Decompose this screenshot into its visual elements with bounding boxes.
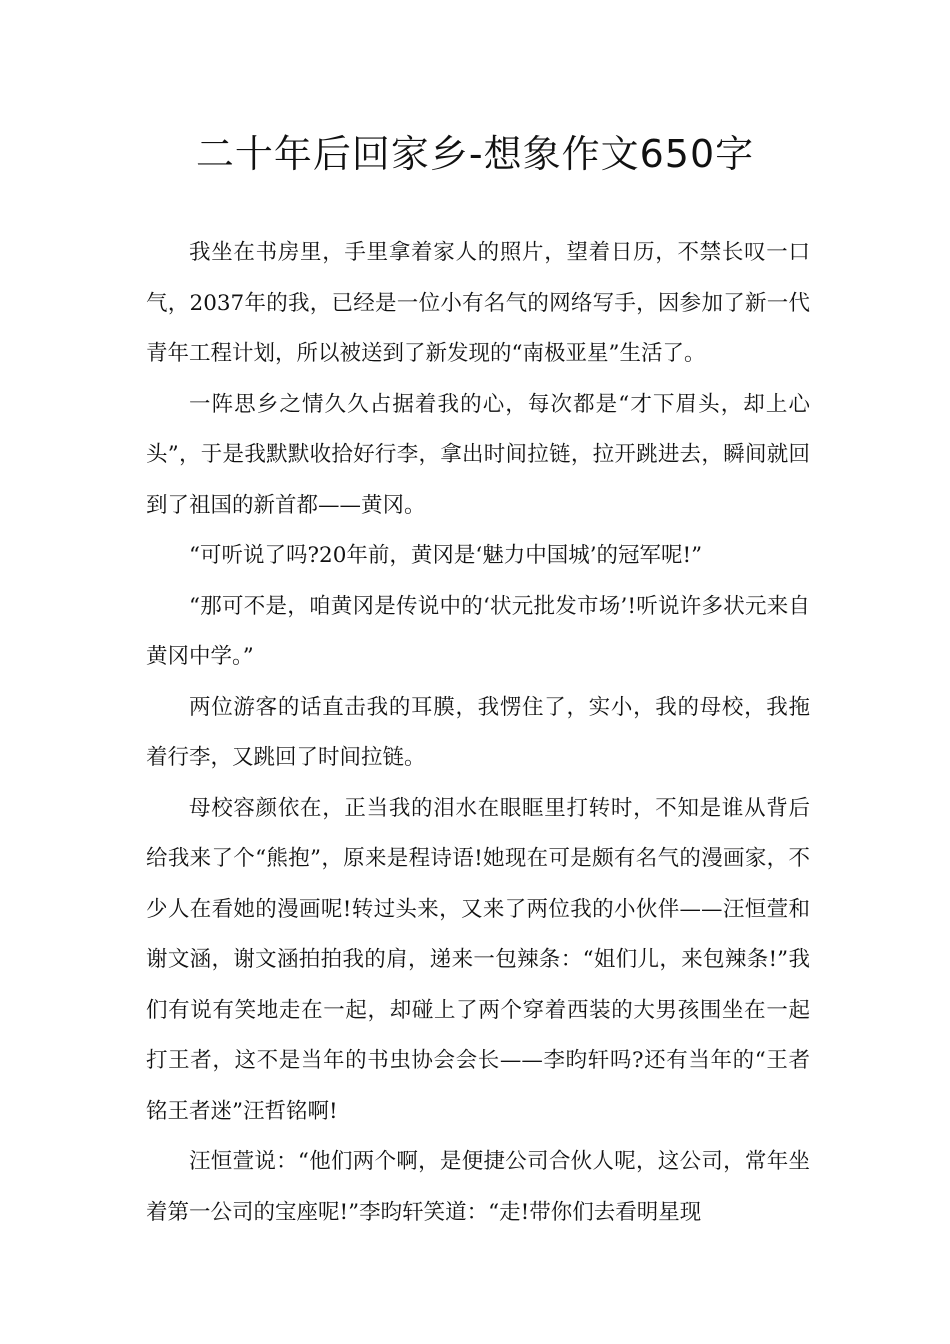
document-title: 二十年后回家乡-想象作文650字 [195,132,755,176]
paragraph: 母校容颜依在，正当我的泪水在眼眶里打转时，不知是谁从背后给我来了个“熊抱”，原来是程诗语!她现在可是颇有名气的漫画家，不少人在看她的漫画呢!转过头来，又来了两位我的小伙伴——汪恒萱和谢文涵，谢文涵拍拍我的肩，递来一包辣条：“姐们儿，来包辣条!”我们有说有笑地走在一起，却碰上了两个穿着西装的大男孩围坐在一起打王者，这不是当年的书虫协会会长——李昀轩吗?还有当年的“王者铭王者迷”汪哲铭啊! [146,795,810,1124]
paragraph: “可听说了吗?20年前，黄冈是‘魅力中国城’的冠军呢!” [189,543,703,568]
paragraph: “那可不是，咱黄冈是传说中的‘状元批发市场’!听说许多状元来自黄冈中学。” [146,593,810,669]
paragraph: 汪恒萱说：“他们两个啊，是便捷公司合伙人呢，这公司，常年坐着第一公司的宝座呢!”李昀轩笑道：“走!带你们去看明星现 [146,1149,810,1225]
paragraph: 一阵思乡之情久久占据着我的心，每次都是“才下眉头，却上心头”，于是我默默收拾好行李，拿出时间拉链，拉开跳进去，瞬间就回到了祖国的新首都——黄冈。 [146,391,810,518]
paragraph: 我坐在书房里，手里拿着家人的照片，望着日历，不禁长叹一口气，2037年的我，已经是一位小有名气的网络写手，因参加了新一代青年工程计划，所以被送到了新发现的“南极亚星”生活了。 [146,240,810,366]
paragraph: 两位游客的话直击我的耳膜，我愣住了，实小，我的母校，我拖着行李，又跳回了时间拉链。 [146,694,810,770]
document-body [146,228,810,1238]
